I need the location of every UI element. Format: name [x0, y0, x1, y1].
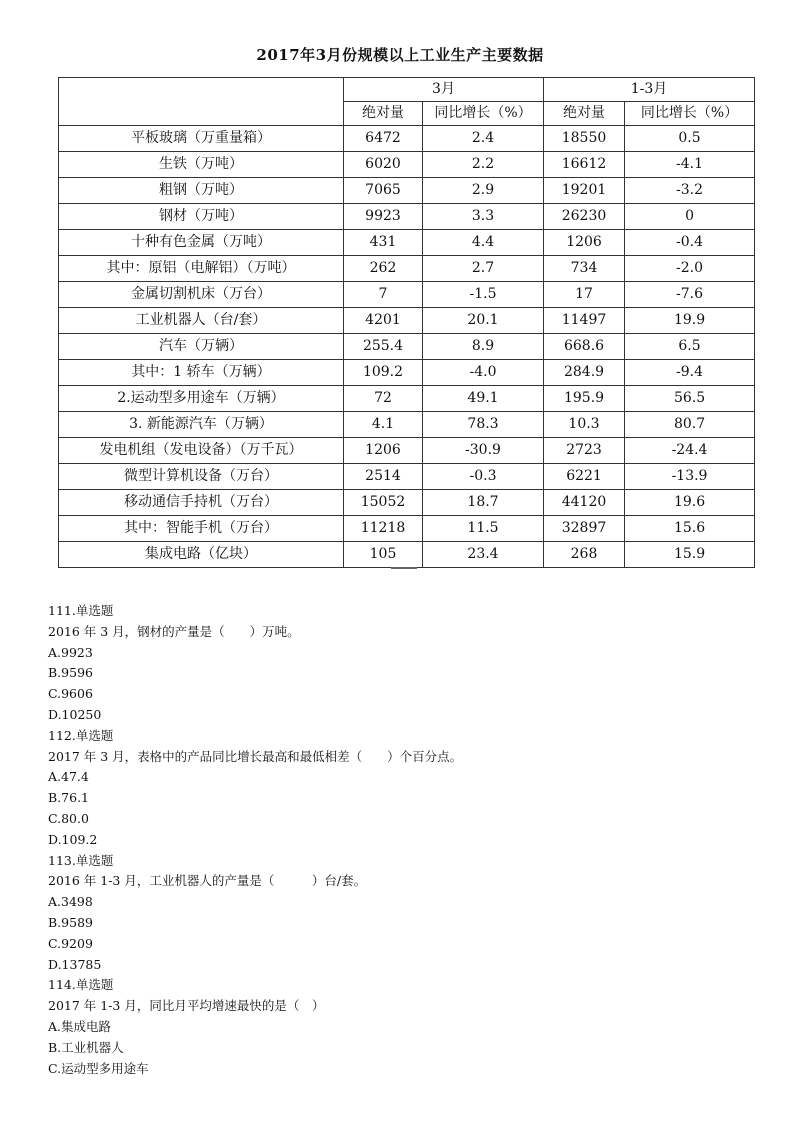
- march-abs-cell: 6020: [344, 152, 423, 178]
- q1-yoy-cell: 0.5: [625, 126, 755, 152]
- row-label: 其中：智能手机（万台）: [59, 516, 344, 542]
- row-label: 集成电路（亿块）: [59, 542, 344, 568]
- march-yoy-cell: 8.9: [423, 334, 544, 360]
- answer-option: B.9589: [48, 914, 93, 930]
- row-label: 粗钢（万吨）: [59, 178, 344, 204]
- march-abs-cell: 11218: [344, 516, 423, 542]
- sub-header-q1-yoy: 同比增长（%）: [625, 102, 755, 126]
- q1-abs-cell: 32897: [544, 516, 625, 542]
- march-abs-cell: 7: [344, 282, 423, 308]
- march-yoy-cell: -4.0: [423, 360, 544, 386]
- row-label: 钢材（万吨）: [59, 204, 344, 230]
- march-abs-cell: 15052: [344, 490, 423, 516]
- q1-yoy-cell: -7.6: [625, 282, 755, 308]
- answer-option: C.9606: [48, 686, 93, 702]
- march-yoy-cell: -30.9: [423, 438, 544, 464]
- question-stem: 2017 年 1-3 月，同比月平均增速最快的是（ ）: [48, 998, 325, 1014]
- march-yoy-cell: -1.5: [423, 282, 544, 308]
- q1-abs-cell: 19201: [544, 178, 625, 204]
- march-abs-cell: 262: [344, 256, 423, 282]
- table-row: [59, 178, 755, 204]
- table-corner-cell: [59, 78, 344, 126]
- q1-yoy-cell: -3.2: [625, 178, 755, 204]
- q1-yoy-cell: 6.5: [625, 334, 755, 360]
- row-label: 移动通信手持机（万台）: [59, 490, 344, 516]
- march-abs-cell: 6472: [344, 126, 423, 152]
- table-row: [59, 152, 755, 178]
- q1-abs-cell: 16612: [544, 152, 625, 178]
- table-row: [59, 490, 755, 516]
- march-yoy-cell: 11.5: [423, 516, 544, 542]
- march-abs-cell: 72: [344, 386, 423, 412]
- row-label: 金属切割机床（万台）: [59, 282, 344, 308]
- march-abs-cell: 9923: [344, 204, 423, 230]
- q1-abs-cell: 6221: [544, 464, 625, 490]
- sub-header-q1-abs: 绝对量: [544, 102, 625, 126]
- march-abs-cell: 109.2: [344, 360, 423, 386]
- march-abs-cell: 4.1: [344, 412, 423, 438]
- q1-yoy-cell: 15.9: [625, 542, 755, 568]
- march-yoy-cell: 49.1: [423, 386, 544, 412]
- q1-abs-cell: 18550: [544, 126, 625, 152]
- march-yoy-cell: 2.4: [423, 126, 544, 152]
- q1-abs-cell: 668.6: [544, 334, 625, 360]
- answer-option: D.13785: [48, 956, 102, 972]
- question-number: 114.单选题: [48, 977, 114, 993]
- march-abs-cell: 4201: [344, 308, 423, 334]
- sub-header-march-yoy: 同比增长（%）: [423, 102, 544, 126]
- industrial-data-table: [58, 77, 755, 568]
- question-list: [48, 601, 768, 1079]
- q1-yoy-cell: -24.4: [625, 438, 755, 464]
- table-row: [59, 334, 755, 360]
- march-abs-cell: 105: [344, 542, 423, 568]
- answer-option: B.76.1: [48, 790, 89, 806]
- q1-yoy-cell: -4.1: [625, 152, 755, 178]
- march-yoy-cell: -0.3: [423, 464, 544, 490]
- answer-option: D.109.2: [48, 831, 98, 847]
- answer-option: B.9596: [48, 665, 93, 681]
- table-row: [59, 204, 755, 230]
- q1-yoy-cell: 15.6: [625, 516, 755, 542]
- march-yoy-cell: 4.4: [423, 230, 544, 256]
- group-header-q1: 1-3月: [544, 78, 755, 102]
- question-stem: 2016 年 1-3 月，工业机器人的产量是（ ）台/套。: [48, 873, 367, 889]
- table-row: [59, 256, 755, 282]
- q1-abs-cell: 26230: [544, 204, 625, 230]
- march-yoy-cell: 2.2: [423, 152, 544, 178]
- march-yoy-cell: 23.4: [423, 542, 544, 568]
- q1-abs-cell: 44120: [544, 490, 625, 516]
- table-row: [59, 386, 755, 412]
- march-yoy-cell: 3.3: [423, 204, 544, 230]
- table-row: [59, 412, 755, 438]
- table-row: [59, 542, 755, 568]
- row-label: 其中：1 轿车（万辆）: [59, 360, 344, 386]
- q1-yoy-cell: 0: [625, 204, 755, 230]
- q1-abs-cell: 734: [544, 256, 625, 282]
- q1-yoy-cell: 80.7: [625, 412, 755, 438]
- row-label: 2.运动型多用途车（万辆）: [59, 386, 344, 412]
- march-yoy-cell: 20.1: [423, 308, 544, 334]
- question-number: 111.单选题: [48, 603, 114, 618]
- q1-abs-cell: 11497: [544, 308, 625, 334]
- page-title: 2017年3月份规模以上工业生产主要数据: [256, 46, 544, 64]
- group-header-march: 3月: [344, 78, 544, 102]
- row-label: 3. 新能源汽车（万辆）: [59, 412, 344, 438]
- answer-option: A.47.4: [48, 769, 89, 785]
- answer-option: C.9209: [48, 935, 93, 951]
- q1-abs-cell: 1206: [544, 230, 625, 256]
- answer-option: A.9923: [48, 644, 93, 660]
- q1-abs-cell: 10.3: [544, 412, 625, 438]
- row-label: 其中：原铝（电解铝）（万吨）: [59, 256, 344, 282]
- march-abs-cell: 1206: [344, 438, 423, 464]
- row-label: 生铁（万吨）: [59, 152, 344, 178]
- table-caption-mark: [391, 567, 417, 569]
- table-row: [59, 308, 755, 334]
- q1-abs-cell: 2723: [544, 438, 625, 464]
- q1-yoy-cell: 19.6: [625, 490, 755, 516]
- table-row: [59, 438, 755, 464]
- question-stem: 2016 年 3 月，钢材的产量是（ ）万吨。: [48, 623, 300, 639]
- row-label: 发电机组（发电设备）（万千瓦）: [59, 438, 344, 464]
- march-yoy-cell: 18.7: [423, 490, 544, 516]
- q1-yoy-cell: 19.9: [625, 308, 755, 334]
- march-abs-cell: 255.4: [344, 334, 423, 360]
- q1-abs-cell: 195.9: [544, 386, 625, 412]
- march-abs-cell: 7065: [344, 178, 423, 204]
- sub-header-march-abs: 绝对量: [344, 102, 423, 126]
- q1-yoy-cell: -13.9: [625, 464, 755, 490]
- question-stem: 2017 年 3 月，表格中的产品同比增长最高和最低相差（ ）个百分点。: [48, 748, 463, 764]
- q1-yoy-cell: 56.5: [625, 386, 755, 412]
- q1-yoy-cell: -2.0: [625, 256, 755, 282]
- table-row: [59, 464, 755, 490]
- q1-abs-cell: 17: [544, 282, 625, 308]
- table-row: [59, 282, 755, 308]
- row-label: 平板玻璃（万重量箱）: [59, 126, 344, 152]
- answer-option: C.80.0: [48, 810, 89, 826]
- table-group-header-row: [59, 78, 755, 102]
- answer-option: A.3498: [48, 894, 93, 910]
- question-number: 113.单选题: [48, 852, 114, 868]
- answer-option: A.集成电路: [48, 1018, 112, 1034]
- march-yoy-cell: 2.9: [423, 178, 544, 204]
- row-label: 微型计算机设备（万台）: [59, 464, 344, 490]
- row-label: 工业机器人（台/套）: [59, 308, 344, 334]
- question-number: 112.单选题: [48, 727, 114, 743]
- answer-option: B.工业机器人: [48, 1039, 124, 1055]
- q1-abs-cell: 284.9: [544, 360, 625, 386]
- q1-yoy-cell: -0.4: [625, 230, 755, 256]
- q1-abs-cell: 268: [544, 542, 625, 568]
- march-abs-cell: 431: [344, 230, 423, 256]
- table-row: [59, 360, 755, 386]
- table-row: [59, 126, 755, 152]
- row-label: 汽车（万辆）: [59, 334, 344, 360]
- row-label: 十种有色金属（万吨）: [59, 230, 344, 256]
- table-row: [59, 516, 755, 542]
- march-yoy-cell: 78.3: [423, 412, 544, 438]
- answer-option: D.10250: [48, 706, 102, 722]
- table-row: [59, 230, 755, 256]
- q1-yoy-cell: -9.4: [625, 360, 755, 386]
- march-abs-cell: 2514: [344, 464, 423, 490]
- march-yoy-cell: 2.7: [423, 256, 544, 282]
- answer-option: C.运动型多用途车: [48, 1060, 149, 1076]
